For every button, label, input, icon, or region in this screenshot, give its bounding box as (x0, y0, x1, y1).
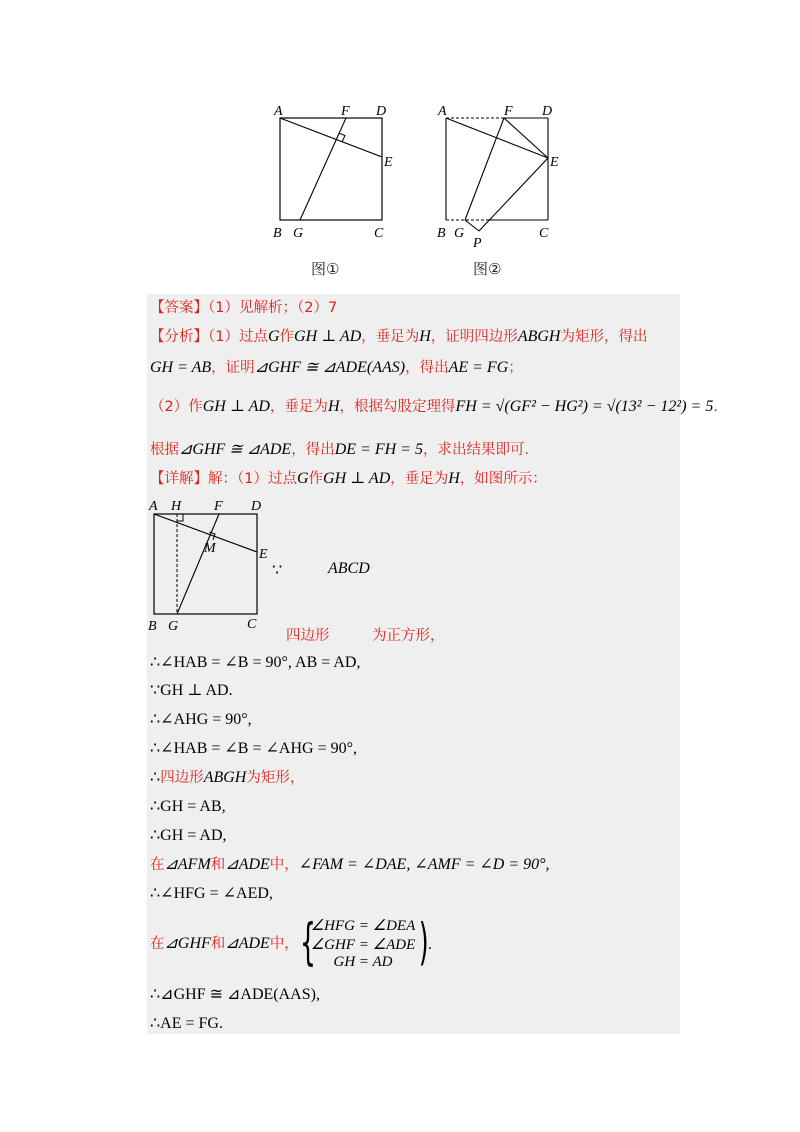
fig2-label-b: B (437, 226, 446, 241)
fig1-label-e: E (384, 155, 393, 170)
analysis-text: （2）作 (150, 399, 203, 415)
figure-3-svg (146, 494, 286, 636)
fig3-label-a: A (149, 499, 158, 514)
step-12: ∴AE = FG. (150, 1015, 223, 1032)
system-row-1: ∠HFG = ∠DEA (310, 918, 416, 934)
fig1-label-c: C (374, 226, 384, 241)
fig3-label-c: C (247, 617, 257, 632)
step-9: ∴∠HFG = ∠AED, (150, 885, 273, 902)
figure-2 (432, 100, 572, 250)
fig3-label-h: H (171, 499, 182, 514)
answer-line (150, 298, 337, 318)
analysis-text: . (713, 399, 718, 415)
therefore-symbol: ∴ (150, 769, 161, 786)
answer-text: （1）见解析；（2）7 (208, 300, 338, 316)
analysis-text: 为矩形，得出 (560, 329, 648, 345)
detail-text: ，如图所示： (459, 471, 547, 487)
math-angles: ∠FAM = ∠DAE, ∠AMF = ∠D = 90°, (298, 856, 550, 873)
fig3-label-d: D (251, 499, 262, 514)
analysis-line-4 (150, 440, 529, 460)
detail-text: 四边形 (160, 770, 204, 786)
fig2-label-f: F (504, 104, 513, 119)
fig3-label-e: E (259, 547, 268, 562)
figure-3 (146, 494, 286, 636)
math-congruent: ⊿GHF ≅ ⊿ADE(AAS) (254, 359, 406, 376)
fig3-label-b: B (148, 619, 157, 634)
fig1-label-a: A (274, 104, 283, 119)
square-text-a: 四边形 (286, 628, 330, 644)
analysis-text: ，垂足为 (361, 329, 420, 345)
fig2-label-c: C (539, 226, 549, 241)
analysis-line-3 (150, 397, 718, 417)
math-h: H (419, 328, 431, 345)
math-ae-fg: AE = FG (448, 359, 509, 376)
analysis-text: ，根据勾股定理得 (339, 399, 456, 415)
detail-text: 解：（1）过点 (208, 471, 297, 487)
analysis-line-2 (150, 358, 523, 378)
math-de-fh: DE = FH = 5 (334, 441, 423, 458)
math-g: G (296, 470, 309, 487)
math-g: G (267, 328, 280, 345)
math-ade: ⊿ADE (225, 935, 270, 952)
figure-1 (270, 100, 400, 245)
detail-text: 中， (269, 936, 299, 952)
detail-text: 和 (210, 857, 226, 873)
because-symbol: ∵ (272, 562, 283, 579)
figure-2-caption: 图② (473, 260, 502, 278)
math-abgh: ABGH (203, 769, 247, 786)
detail-tag: 【详解】 (150, 471, 208, 487)
analysis-text: （1）过点 (208, 329, 268, 345)
analysis-text: ，证明四边形 (430, 329, 518, 345)
step-1: ∴∠HAB = ∠B = 90°, AB = AD, (150, 654, 361, 671)
analysis-tag: 【分析】 (150, 329, 208, 345)
fig1-label-d: D (376, 104, 387, 119)
step-8 (150, 855, 550, 875)
system-period: . (428, 936, 432, 953)
detail-text: 和 (210, 936, 226, 952)
fig2-label-g: G (454, 226, 465, 241)
figure-1-svg (270, 100, 400, 245)
fig1-label-b: B (273, 226, 282, 241)
equation-system (298, 913, 429, 974)
step-11: ∴⊿GHF ≅ ⊿ADE(AAS), (150, 986, 320, 1003)
fig3-label-f: F (214, 499, 223, 514)
analysis-text: ，垂足为 (269, 399, 328, 415)
detail-text: 中， (269, 857, 299, 873)
detail-text: 作 (308, 471, 324, 487)
left-brace: { (299, 913, 316, 971)
math-perp: GH ⊥ AD (323, 470, 391, 487)
fig1-label-g: G (293, 226, 304, 241)
figure-2-svg (432, 100, 572, 250)
fig3-label-g: G (168, 619, 179, 634)
step-3: ∴∠AHG = 90°, (150, 711, 252, 728)
system-row-3: GH = AD (333, 954, 393, 970)
fig2-label-a: A (438, 104, 447, 119)
step-6: ∴GH = AB, (150, 798, 226, 815)
detail-text: 在 (150, 857, 165, 873)
answer-tag: 【答案】 (150, 300, 208, 316)
detail-text: ，垂足为 (390, 471, 449, 487)
detail-text: 在 (150, 936, 165, 952)
math-abcd: ABCD (328, 560, 370, 577)
math-perp: GH ⊥ AD (294, 328, 362, 345)
analysis-text: ，得出 (291, 442, 335, 458)
step-7: ∴GH = AD, (150, 827, 227, 844)
fig2-label-e: E (550, 155, 559, 170)
analysis-text: 作 (279, 329, 295, 345)
fig3-label-m: M (204, 541, 216, 556)
detail-line-1 (150, 469, 547, 489)
math-congruent: ⊿GHF ≅ ⊿ADE (179, 441, 292, 458)
math-afm: ⊿AFM (164, 856, 211, 873)
math-ghf: ⊿GHF (164, 935, 211, 952)
system-row-2: ∠GHF = ∠ADE (310, 937, 416, 953)
analysis-line-1 (150, 327, 647, 347)
step-2: ∵GH ⊥ AD. (150, 682, 233, 699)
step-5 (150, 768, 304, 788)
step-4: ∴∠HAB = ∠B = ∠AHG = 90°, (150, 740, 357, 757)
math-h: H (448, 470, 460, 487)
math-perp: GH ⊥ AD (202, 398, 270, 415)
square-text-b: 为正方形， (372, 628, 445, 644)
fig2-label-p: P (473, 236, 482, 250)
analysis-text: ，求出结果即可. (422, 442, 530, 458)
math-h: H (327, 398, 340, 415)
right-brace: ) (418, 913, 429, 971)
analysis-text: ，证明 (211, 360, 255, 376)
fig1-label-f: F (341, 104, 350, 119)
analysis-text: 根据 (150, 442, 179, 458)
fig2-label-d: D (542, 104, 553, 119)
figure-1-caption: 图① (311, 260, 340, 278)
detail-text: 为矩形， (246, 770, 305, 786)
math-abgh: ABGH (517, 328, 561, 345)
math-pythagoras: FH = √(GF² − HG²) = √(13² − 12²) = 5 (455, 398, 714, 415)
math-gh-ab: GH = AB (150, 359, 212, 376)
step-10 (150, 934, 299, 954)
analysis-text: ，得出 (405, 360, 449, 376)
math-ade: ⊿ADE (225, 856, 270, 873)
analysis-text: ； (508, 360, 523, 376)
